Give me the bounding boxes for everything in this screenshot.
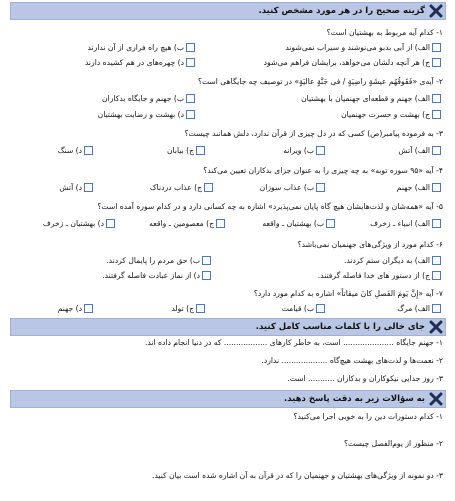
q4-option-c[interactable]: ج) عذاب دردناک [150,183,215,192]
question-4: ۴- آیه «۹۵ سوره توبه» به چه چیزی را به عنوان جزای بدکاران تعیین می‌کند؟ [203,166,443,175]
q4-option-b[interactable]: ب) عذاب سوزان [260,183,327,192]
checkbox[interactable] [196,304,205,313]
checkbox[interactable] [186,43,195,52]
checkbox[interactable] [106,219,115,228]
q3-option-d[interactable]: د) سنگ [58,146,95,155]
checkbox[interactable] [316,146,325,155]
checkbox[interactable] [316,304,325,313]
q1-option-b[interactable]: ب) هیچ راه فراری از آن ندارند [87,43,197,52]
q2-option-b[interactable]: ب) جهنم و جایگاه بدکاران [102,94,197,103]
q5-option-d[interactable]: د) بهشتیان ـ زخرف [43,219,117,228]
q3-option-b[interactable]: ب) ویرانه [283,146,327,155]
checkbox[interactable] [202,256,211,265]
q5-option-b[interactable]: ب) بهشتیان ـ واقعه [262,219,337,228]
section1-header [10,2,446,20]
q6-option-a[interactable]: الف) به دیگران ستم کردند. [344,256,443,265]
q7-option-b[interactable]: ب) قیامت [282,304,327,313]
open-question-1: ۱- کدام دستورات دین را به خوبی اجرا می‌کنید؟ [293,412,443,421]
q1-option-d[interactable]: د) چهره‌های در هم کشیده دارند [85,58,197,67]
q6-option-b[interactable]: ب) حق مردم را پایمال کردند. [106,256,213,265]
q2-option-d[interactable]: د) بهشت و رضایت بهشتیان [98,110,197,119]
section2-title: جای خالی را با کلمات مناسب کامل کنید. [255,322,425,332]
checkbox[interactable] [432,304,441,313]
q5-option-a[interactable]: الف) انبیاء ـ زخرف [370,219,443,228]
q7-option-d[interactable]: د) جهنم [58,304,95,313]
checkbox[interactable] [84,304,93,313]
checkbox[interactable] [216,219,225,228]
checkbox[interactable] [432,183,441,192]
checkbox[interactable] [202,271,211,280]
cross-icon [429,4,443,18]
checkbox[interactable] [196,146,205,155]
cross-icon [429,392,443,406]
checkbox[interactable] [186,110,195,119]
fill-blank-3: ۳- روز جدایی نیکوکاران و بدکاران ........... است. [287,374,443,383]
q5-option-c[interactable]: ج) معصومین ـ واقعه [149,219,227,228]
checkbox[interactable] [316,183,325,192]
checkbox[interactable] [432,256,441,265]
question-3: ۳- به فرموده پیامبر(ص) کسی که در دل چیزی از قرآن ندارد، دلش همانند چیست؟ [184,129,443,138]
section2-header [10,318,446,336]
q7-option-a[interactable]: الف) مرگ [397,304,443,313]
q3-option-a[interactable]: الف) آتش [398,146,443,155]
section1-title: گزینه صحیح را در هر مورد مشخص کنید. [258,6,425,16]
checkbox[interactable] [432,271,441,280]
question-1: ۱- کدام آیه مربوط به بهشتیان است؟ [326,28,443,37]
q6-option-d[interactable]: د) از نماز عبادت فاصله گرفتند. [102,271,213,280]
checkbox[interactable] [432,219,441,228]
checkbox[interactable] [186,58,195,67]
fill-blank-1: ۱- جهنم جایگاه ..................... است، به خاطر کارهای .................. که در دنیا انجام داده اند. [144,338,443,347]
q4-option-a[interactable]: الف) جهنم [397,183,443,192]
checkbox[interactable] [432,94,441,103]
checkbox[interactable] [84,183,93,192]
section3-title: به سؤالات زیر به دقت پاسخ دهید. [284,394,425,404]
checkbox[interactable] [432,58,441,67]
q1-option-a[interactable]: الف) از آبی بدبو می‌نوشند و سیراب نمی‌شوند [285,43,443,52]
checkbox[interactable] [432,43,441,52]
q4-option-d[interactable]: د) آتش [59,183,95,192]
question-7: ۷- آیه «إِنَّ یَومَ الفَصلِ کانَ میقاتاً» اشاره به کدام مورد دارد؟ [253,289,443,298]
question-6: ۶- کدام مورد از ویژگی‌های جهنمیان نمی‌باشد؟ [297,240,443,249]
question-2: ۲- آیه‌ی «فَقَوقُهُم عیشَةٍ راضِیَةٍ / فی جَنَّةٍ عالیَةٍ» در توصیف چه جایگاهی است؟ [197,77,443,86]
open-question-2: ۲- منظور از یوم‌الفصل چیست؟ [343,439,443,448]
checkbox[interactable] [186,94,195,103]
question-5: ۵- آیه «همه‌شان و لذت‌هایشان هیچ گاه پایان نمی‌پذیرد» اشاره به چه کسانی دارد و در کدام سوره آمده است؟ [97,202,443,211]
section3-header [10,390,446,408]
fill-blank-2: ۲- نعمت‌ها و لذت‌های بهشت هیچ‌گاه ................... ندارد. [261,356,443,365]
checkbox[interactable] [204,183,213,192]
open-question-3: ۳- دو نمونه از ویژگی‌های بهشتیان و جهنمیان را که در قرآن به آن اشاره شده است بیان کنید. [152,471,443,480]
q7-option-c[interactable]: ج) تولد [171,304,207,313]
cross-icon [429,320,443,334]
q2-option-c[interactable]: ج) بهشت و حسرت جهنمیان [341,110,443,119]
checkbox[interactable] [432,110,441,119]
q6-option-c[interactable]: ج) از دستور های خدا فاصله گرفتند. [318,271,443,280]
q3-option-c[interactable]: ج) بیابان [167,146,207,155]
checkbox[interactable] [326,219,335,228]
q1-option-c[interactable]: ج) هر آنچه دلشان می‌خواهد، برایشان فراهم می‌شود [264,58,443,67]
q2-option-a[interactable]: الف) جهنم و قطعه‌ای جهنمیان با بهشتیان [301,94,443,103]
checkbox[interactable] [432,146,441,155]
checkbox[interactable] [84,146,93,155]
